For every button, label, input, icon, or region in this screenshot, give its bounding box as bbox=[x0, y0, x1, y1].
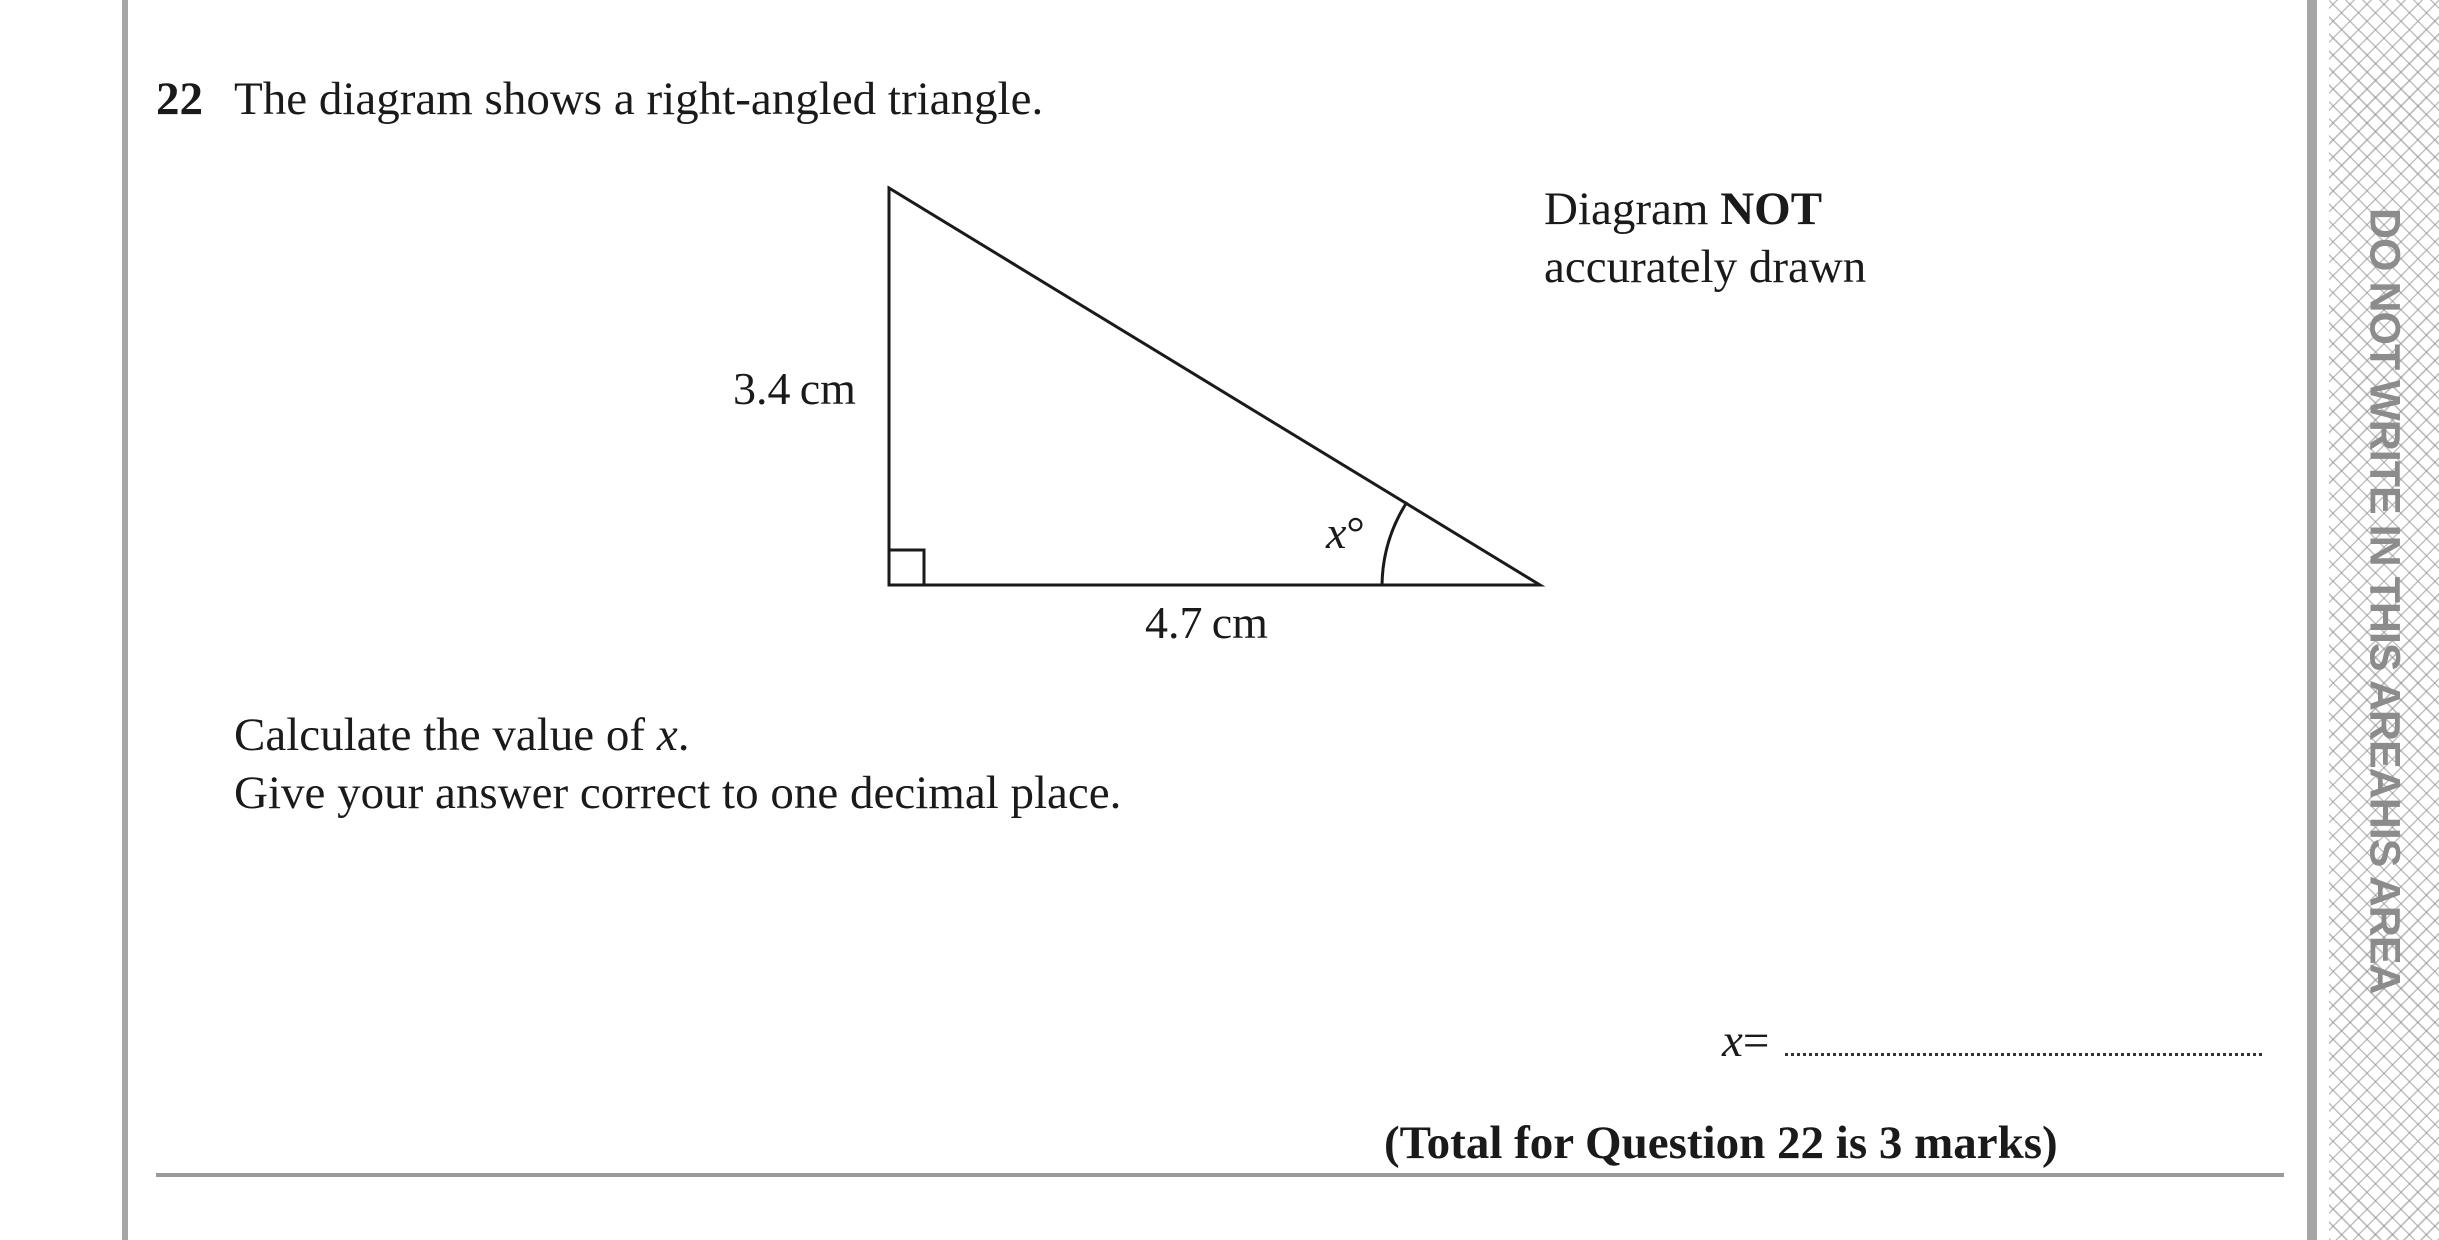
instruction-1-text: Calculate the value of bbox=[234, 709, 657, 761]
degree-symbol: ° bbox=[1346, 507, 1365, 558]
question-intro: The diagram shows a right-angled triangle. bbox=[234, 73, 1044, 125]
angle-arc bbox=[1382, 502, 1407, 585]
triangle-outline bbox=[889, 188, 1540, 585]
do-not-write-margin-text: DO NOT WRITE IN THIS AREAHIS AREA bbox=[2360, 208, 2409, 994]
question-number: 22 bbox=[156, 73, 203, 125]
note-diagram-word: Diagram bbox=[1544, 183, 1721, 235]
angle-label bbox=[1326, 506, 1365, 559]
instruction-line-1 bbox=[234, 708, 689, 762]
answer-equals: = bbox=[1742, 1015, 1770, 1067]
answer-dotted-line[interactable] bbox=[1785, 1021, 2262, 1056]
answer-variable: x bbox=[1722, 1015, 1743, 1067]
angle-variable: x bbox=[1326, 507, 1347, 558]
bottom-rule bbox=[156, 1173, 2284, 1177]
instruction-line-2: Give your answer correct to one decimal place. bbox=[234, 767, 1122, 819]
right-angle-marker bbox=[889, 550, 924, 585]
instruction-1-end: . bbox=[677, 709, 690, 761]
vertical-side-label: 3.4 cm bbox=[733, 363, 856, 414]
horizontal-side-label: 4.7 cm bbox=[1145, 597, 1268, 648]
note-not-word: NOT bbox=[1720, 183, 1823, 235]
question-total-marks: (Total for Question 22 is 3 marks) bbox=[1384, 1117, 2058, 1169]
instruction-1-variable: x bbox=[656, 709, 678, 761]
answer-field[interactable] bbox=[1722, 1014, 2262, 1068]
note-line-2: accurately drawn bbox=[1544, 241, 1867, 293]
